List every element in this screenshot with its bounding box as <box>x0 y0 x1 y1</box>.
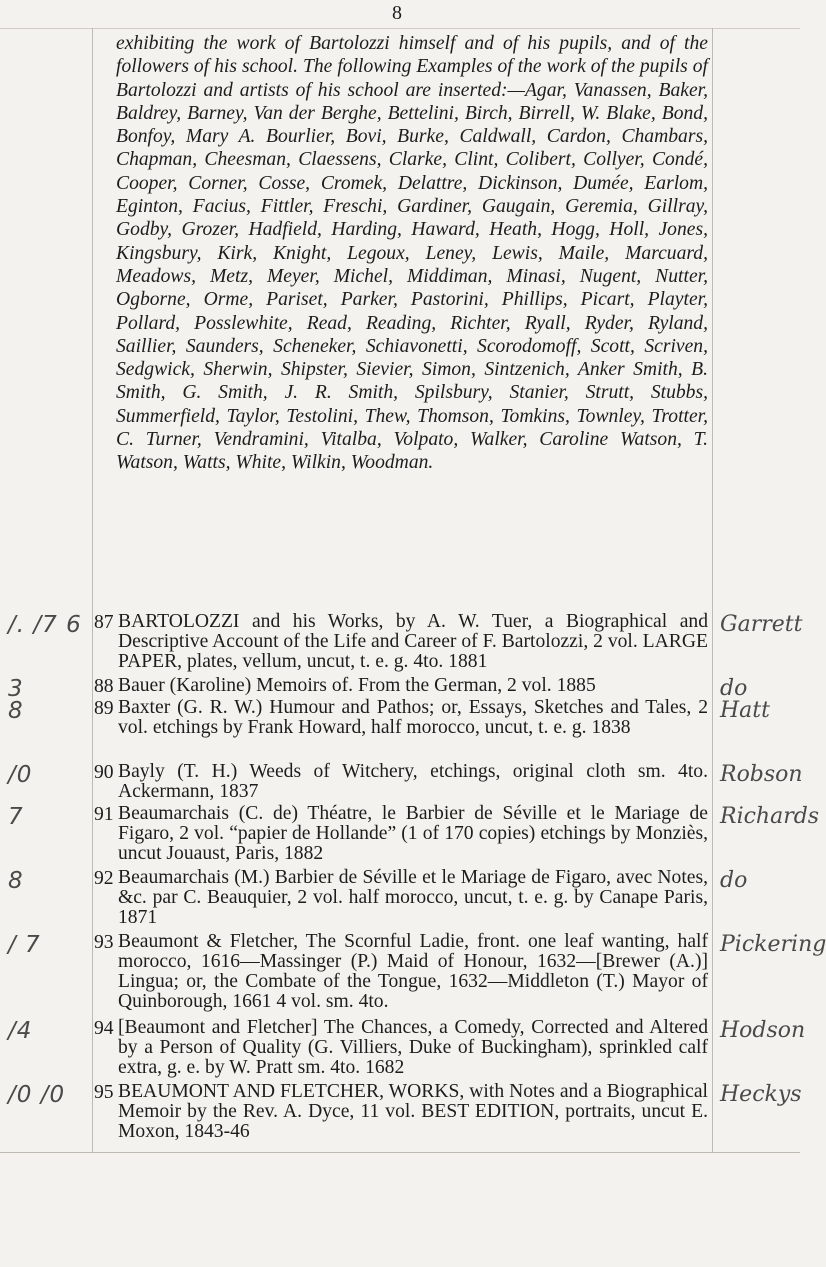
bartolozzi-intro-paragraph: exhibiting the work of Bartolozzi himself and of his pupils, and of the followers of his school. The following Examples of the work of the pupils of Bartolozzi and artists of his school are inserted:—Agar, Vanassen, Baker, Baldrey, Barney, Van der Berghe, Bettelini, Birch, Birrell, W. Blake, Bond, Bonfoy, Mary A. Bourlier, Bovi, Burke, Caldwall, Cardon, Chambars, Chapman, Cheesman, Claessens, Clarke, Clint, Colibert, Collyer, Condé, Cooper, Corner, Cosse, Cromek, Delattre, Dickinson, Dumée, Earlom, Eginton, Facius, Fittler, Freschi, Gardiner, Gaugain, Geremia, Gillray, Godby, Grozer, Hadfield, Harding, Haward, Heath, Hogg, Holl, Jones, Kingsbury, Kirk, Knight, Legoux, Leney, Lewis, Maile, Marcuard, Meadows, Metz, Meyer, Michel, Middiman, Minasi, Nugent, Nutter, Ogborne, Orme, Pariset, Parker, Pastorini, Phillips, Picart, Playter, Pollard, Posslewhite, Read, Reading, Richter, Ryall, Ryder, Ryland, Saillier, Saunders, Scheneker, Schiavonetti, Scorodomoff, Scott, Scriven, Sedgwick, Sherwin, Shipster, Sievier, Simon, Sintzenich, Anker Smith, B. Smith, G. Smith, J. R. Smith, Spilsbury, Stanier, Strutt, Stubbs, Summerfield, Taylor, Testolini, Thew, Thomson, Tomkins, Townley, Trotter, C. Turner, Vendramini, Vitalba, Volpato, Walker, Caroline Watson, T. Watson, Watts, White, Wilkin, Woodman. <box>116 33 708 474</box>
handwritten-price: /4 <box>8 1018 33 1044</box>
handwritten-buyer: Hodson <box>720 1018 806 1043</box>
page-number: 8 <box>392 2 402 24</box>
lot-description: Bayly (T. H.) Weeds of Witchery, etchings, original cloth sm. 4to. Ackermann, 1837 <box>118 761 708 802</box>
lot-description: BEAUMONT AND FLETCHER, WORKS, with Notes and a Biographical Memoir by the Rev. A. Dyce, 11 vol. BEST EDITION, portraits, uncut E. Moxon, 1843-46 <box>118 1081 708 1142</box>
right-margin-rule <box>712 28 713 1153</box>
lot-description: Baxter (G. R. W.) Humour and Pathos; or, Essays, Sketches and Tales, 2 vol. etchings by Frank Howard, half morocco, uncut, t. e. g. 1838 <box>118 697 708 738</box>
lot-number: 87 <box>94 612 114 633</box>
lot-number: 94 <box>94 1018 114 1039</box>
handwritten-buyer: Heckys <box>720 1082 802 1107</box>
handwritten-price: 8 <box>8 868 24 894</box>
handwritten-buyer: Robson <box>720 762 803 787</box>
lot-description: Beaumarchais (C. de) Théatre, le Barbier de Séville et le Mariage de Figaro, 2 vol. “papier de Hollande” (1 of 170 copies) etchings by Monziès, uncut Jouaust, Paris, 1882 <box>118 803 708 864</box>
handwritten-price: /0 /0 <box>8 1082 66 1108</box>
lot-number: 91 <box>94 804 114 825</box>
handwritten-buyer: Garrett <box>720 612 803 637</box>
top-rule <box>0 28 800 29</box>
lot-description: BARTOLOZZI and his Works, by A. W. Tuer, a Biographical and Descriptive Account of the Life and Career of F. Bartolozzi, 2 vol. LARGE PAPER, plates, vellum, uncut, t. e. g. 4to. 1881 <box>118 611 708 672</box>
left-margin-rule <box>92 28 93 1153</box>
handwritten-buyer: do <box>720 868 748 893</box>
handwritten-buyer: Hatt <box>720 698 770 723</box>
lot-number: 90 <box>94 762 114 783</box>
lot-description: Bauer (Karoline) Memoirs of. From the German, 2 vol. 1885 <box>118 675 596 696</box>
lot-number: 89 <box>94 698 114 719</box>
handwritten-price: 3 <box>8 676 24 702</box>
lot-description: Beaumont & Fletcher, The Scornful Ladie, front. one leaf wanting, half morocco, 1616—Massinger (P.) Maid of Honour, 1632—[Brewer (A.)] Lingua; or, the Combate of the Tongue, 1632—Middleton (T.) Mayor of Quinborough, 1661 4 vol. sm. 4to. <box>118 931 708 1012</box>
handwritten-buyer: do <box>720 676 748 701</box>
handwritten-buyer: Richards <box>720 804 820 829</box>
lot-number: 88 <box>94 676 114 697</box>
lot-number: 95 <box>94 1082 114 1103</box>
lot-description: [Beaumont and Fletcher] The Chances, a Comedy, Corrected and Altered by a Person of Quality (G. Villiers, Duke of Buckingham), sprinkled calf extra, g. e. by W. Pratt sm. 4to. 1682 <box>118 1017 708 1078</box>
handwritten-price: 7 <box>8 804 24 830</box>
bottom-rule <box>0 1152 800 1153</box>
handwritten-price: 8 <box>8 698 24 724</box>
handwritten-price: /0 <box>8 762 33 788</box>
handwritten-price: / 7 <box>8 932 41 958</box>
lot-number: 92 <box>94 868 114 889</box>
lot-number: 93 <box>94 932 114 953</box>
handwritten-buyer: Pickering <box>720 932 826 957</box>
handwritten-price: /. /7 6 <box>8 612 82 638</box>
lot-description: Beaumarchais (M.) Barbier de Séville et le Mariage de Figaro, avec Notes, &c. par C. Beauquier, 2 vol. half morocco, uncut, t. e. g. by Canape Paris, 1871 <box>118 867 708 928</box>
